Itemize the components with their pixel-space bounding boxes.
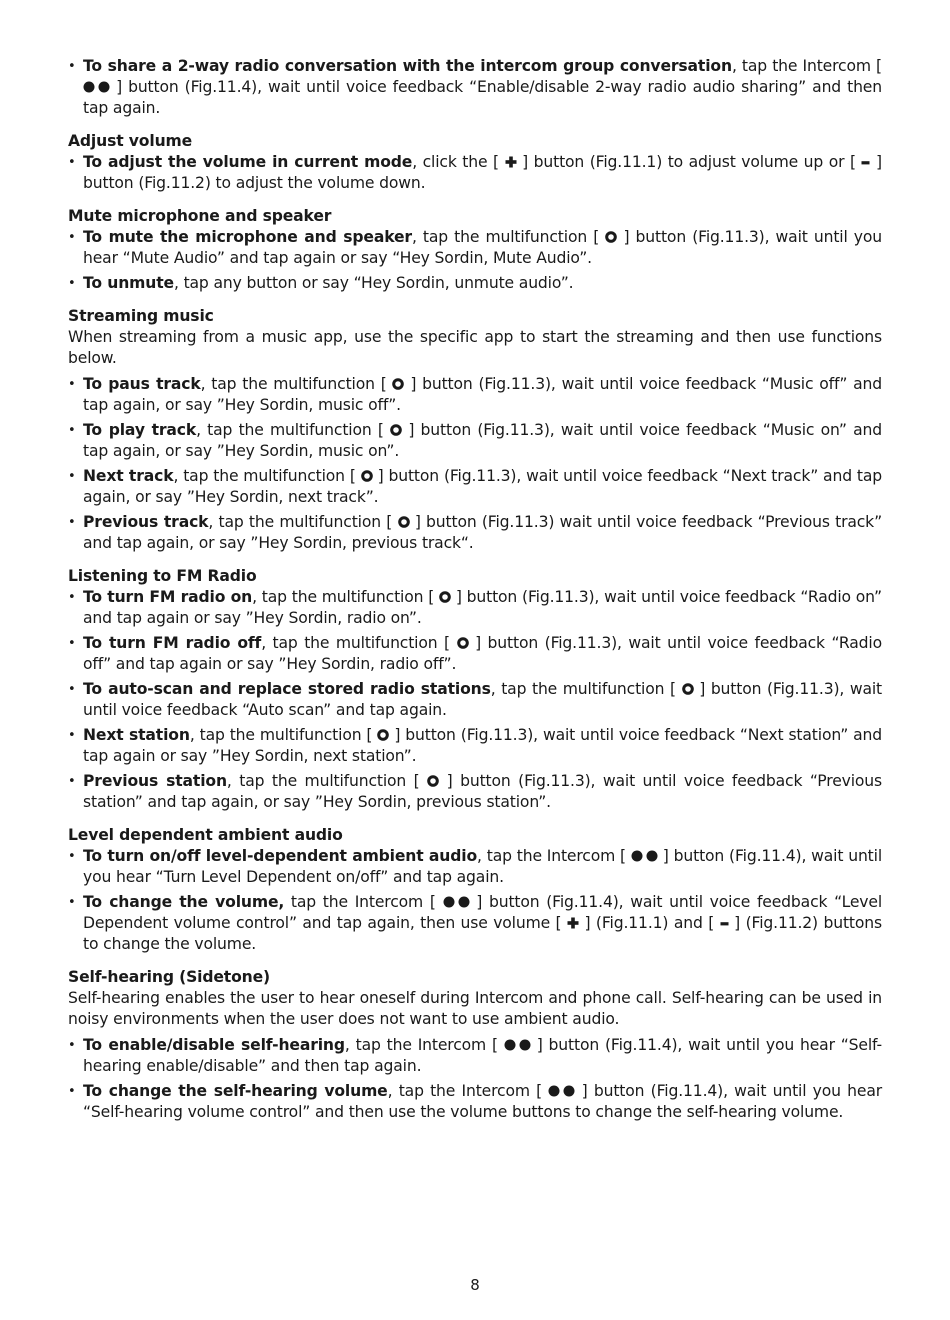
multifunction-ring-icon (390, 424, 402, 436)
bullet-list (68, 56, 882, 119)
section (68, 558, 882, 813)
item-text: ] button (Fig.11.3), wait until voice feedback “Radio off” and tap again or say ”Hey Sordin, radio off”. (83, 634, 883, 673)
list-item (68, 152, 882, 194)
list-item (68, 227, 882, 269)
multifunction-ring-icon (377, 729, 389, 741)
item-text: ] button (Fig.11.3) wait until voice feedback “Previous track” and tap again, or say ”Hey Sordin, previous track“. (83, 513, 882, 552)
page-number: 8 (470, 1276, 480, 1294)
item-text: , tap the Intercom [ (387, 1082, 549, 1100)
multifunction-ring-icon (439, 591, 451, 603)
multifunction-ring-icon (605, 231, 617, 243)
multifunction-ring-icon (392, 378, 404, 390)
item-heading: To turn FM radio on (83, 588, 253, 606)
list-item (68, 725, 882, 767)
item-text: ] button (Fig.11.4), wait until you hear “Turn Level Dependent on/off” and tap again. (83, 847, 883, 886)
list-item (68, 1035, 882, 1077)
multifunction-ring-icon (457, 637, 469, 649)
item-text: , tap the Intercom [ (344, 1036, 504, 1054)
bullet-list (68, 846, 882, 955)
section-title: Level dependent ambient audio (68, 826, 343, 844)
item-text: ] button (Fig.11.3), wait until voice feedback “Previous station” and tap again, or say ”Hey Sordin, previous station”. (83, 772, 883, 811)
list-item (68, 512, 882, 554)
item-text: , tap the multifunction [ (196, 421, 391, 439)
item-text: , tap the Intercom [ (477, 847, 631, 865)
bullet-list (68, 1035, 882, 1123)
volume-plus-icon (567, 917, 579, 929)
item-text: ] button (Fig.11.3), wait until voice feedback “Music on” and tap again, or say ”Hey Sordin, music on”. (83, 421, 882, 460)
list-item (68, 56, 882, 119)
item-heading: To turn FM radio off (83, 634, 262, 652)
item-heading: To adjust the volume in current mode (83, 153, 413, 171)
item-text: , tap the multifunction [ (261, 634, 457, 652)
list-item (68, 273, 882, 294)
document-body (68, 56, 882, 1127)
item-text: , tap the multifunction [ (200, 375, 393, 393)
item-text: , tap the multifunction [ (173, 467, 361, 485)
item-text: , tap the multifunction [ (208, 513, 398, 531)
item-heading: To mute the microphone and speaker (83, 228, 412, 246)
section (68, 56, 882, 119)
item-heading: To enable/disable self-hearing (83, 1036, 345, 1054)
list-item (68, 633, 882, 675)
item-heading: To auto-scan and replace stored radio stations (83, 680, 491, 698)
item-text: , tap the multifunction [ (252, 588, 439, 606)
multifunction-ring-icon (682, 683, 694, 695)
item-text: , tap any button or say “Hey Sordin, unmute audio”. (173, 274, 574, 292)
item-text: ] button (Fig.11.3), wait until voice feedback “Music off” and tap again, or say ”Hey Sordin, music off”. (83, 375, 882, 414)
bullet-list (68, 227, 882, 294)
item-text: ] button (Fig.11.4), wait until you hear “Self-hearing volume control” and then use the volume buttons to change the self-hearing volume. (83, 1082, 882, 1121)
item-text: , tap the multifunction [ (411, 228, 606, 246)
item-heading: To paus track (83, 375, 201, 393)
item-text: ] (Fig.11.2) buttons to change the volume. (83, 914, 882, 953)
section-intro: Self-hearing enables the user to hear oneself during Intercom and phone call. Self-hearing can be used in noisy environments when the user does not want to use ambient audio. (68, 989, 882, 1028)
intercom-dots-icon (83, 81, 110, 93)
multifunction-ring-icon (427, 775, 439, 787)
item-text: ] button (Fig.11.3), wait until voice feedback “Next station” and tap again or say ”Hey Sordin, next station”. (83, 726, 883, 765)
item-heading: To turn on/off level-dependent ambient audio (83, 847, 478, 865)
bullet-list (68, 374, 882, 554)
section (68, 198, 882, 294)
item-text: ] button (Fig.11.4), wait until voice feedback “Enable/disable 2-way radio audio sharing” and then tap again. (83, 78, 882, 117)
list-item (68, 846, 882, 888)
bullet-list (68, 587, 882, 813)
list-item (68, 892, 882, 955)
section-title: Self-hearing (Sidetone) (68, 968, 271, 986)
section (68, 123, 882, 194)
item-text: , click the [ (412, 153, 505, 171)
item-text: tap the Intercom [ (284, 893, 443, 911)
item-text: ] button (Fig.11.4), wait until you hear “Self-hearing enable/disable” and then tap again. (83, 1036, 883, 1075)
item-text: ] button (Fig.11.3), wait until voice feedback “Auto scan” and tap again. (83, 680, 883, 719)
section-title: Adjust volume (68, 132, 193, 150)
intercom-dots-icon (504, 1039, 531, 1051)
section-title: Mute microphone and speaker (68, 207, 332, 225)
item-text: , tap the multifunction [ (189, 726, 378, 744)
item-text: , tap the multifunction [ (490, 680, 682, 698)
list-item (68, 679, 882, 721)
volume-minus-icon (720, 917, 729, 929)
list-item (68, 374, 882, 416)
item-heading: Next station (83, 726, 190, 744)
item-text: ] button (Fig.11.3), wait until you hear “Mute Audio” and tap again or say “Hey Sordin, Mute Audio”. (83, 228, 882, 267)
item-heading: To unmute (83, 274, 174, 292)
multifunction-ring-icon (361, 470, 373, 482)
item-heading: To share a 2-way radio conversation with the intercom group conversation (83, 57, 732, 75)
item-heading: Next track (83, 467, 174, 485)
section-intro: When streaming from a music app, use the specific app to start the streaming and then use functions below. (68, 328, 882, 367)
intercom-dots-icon (443, 896, 470, 908)
section (68, 817, 882, 955)
item-text: ] button (Fig.11.3), wait until voice feedback “Radio on” and tap again or say ”Hey Sordin, radio on”. (83, 588, 882, 627)
item-heading: To play track (83, 421, 197, 439)
intercom-dots-icon (631, 850, 658, 862)
section (68, 959, 882, 1123)
volume-plus-icon (505, 156, 517, 168)
item-heading: To change the self-hearing volume (83, 1082, 388, 1100)
section-title: Streaming music (68, 307, 214, 325)
list-item (68, 771, 882, 813)
bullet-list (68, 152, 882, 194)
list-item (68, 587, 882, 629)
item-text: , tap the multifunction [ (226, 772, 428, 790)
item-heading: Previous track (83, 513, 209, 531)
item-text: ] button (Fig.11.4), wait until voice feedback “Level Dependent volume control” and tap again, then use volume [ (83, 893, 883, 932)
item-heading: Previous station (83, 772, 227, 790)
intercom-dots-icon (548, 1085, 575, 1097)
item-text: ] button (Fig.11.2) to adjust the volume down. (83, 153, 882, 192)
item-text: ] (Fig.11.1) and [ (579, 914, 720, 932)
list-item (68, 420, 882, 462)
item-text: ] button (Fig.11.3), wait until voice feedback “Next track” and tap again, or say ”Hey Sordin, next track”. (83, 467, 882, 506)
item-text: ] button (Fig.11.1) to adjust volume up or [ (516, 153, 862, 171)
multifunction-ring-icon (398, 516, 410, 528)
list-item (68, 466, 882, 508)
item-text: , tap the Intercom [ (731, 57, 882, 75)
list-item (68, 1081, 882, 1123)
item-heading: To change the volume, (83, 893, 285, 911)
section-title: Listening to FM Radio (68, 567, 257, 585)
section (68, 298, 882, 554)
